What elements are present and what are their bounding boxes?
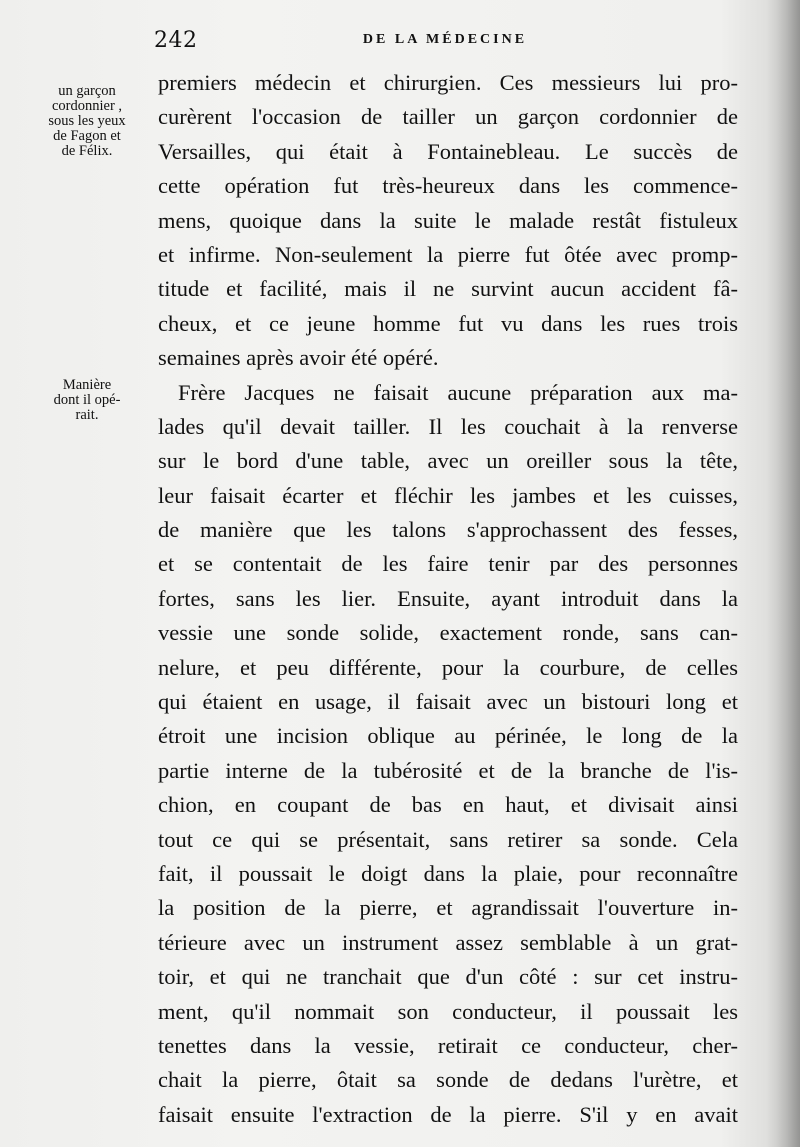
text-line: faisait ensuite l'extraction de la pierre. S'il y en avait [158, 1101, 738, 1127]
text-line: fait, il poussait le doigt dans la plaie, pour reconnaître [158, 860, 738, 886]
text-line: premiers médecin et chirurgien. Ces messieurs lui pro- [158, 70, 738, 95]
text-line: titude et facilité, mais il ne survint aucun accident fâ- [158, 276, 738, 302]
text-line: de manière que les talons s'approchassent des fesses, [158, 517, 738, 543]
text-line: lades qu'il devait tailler. Il les couchait à la renverse [158, 413, 738, 439]
text-line: et infirme. Non-seulement la pierre fut ôtée avec promp- [158, 241, 738, 267]
margin-note-garcon-cordonnier [28, 84, 146, 159]
margin-note-line: un garçon [58, 83, 116, 99]
running-head: DE LA MÉDECINE [362, 32, 528, 47]
text-line: térieure avec un instrument assez semblable à un grat- [158, 929, 738, 955]
text-line: semaines après avoir été opéré. [158, 345, 439, 371]
text-line: fortes, sans les lier. Ensuite, ayant introduit dans la [158, 585, 738, 611]
body-text [158, 66, 738, 1132]
text-line: et se contentait de les faire tenir par des personnes [158, 551, 738, 577]
page-number: 242 [154, 28, 198, 53]
text-line: Versailles, qui était à Fontainebleau. Le succès de [158, 138, 738, 164]
page-header [150, 26, 740, 56]
margin-note-line: de Félix. [61, 143, 113, 159]
margin-note-line: rait. [75, 407, 99, 423]
text-line: cheux, et ce jeune homme fut vu dans les rues trois [158, 310, 738, 336]
text-line: tout ce qui se présentait, sans retirer sa sonde. Cela [158, 826, 738, 852]
text-line: curèrent l'occasion de tailler un garçon cordonnier de [158, 104, 738, 130]
text-line: Frère Jacques ne faisait aucune préparation aux ma- [178, 379, 738, 405]
text-line: étroit une incision oblique au périnée, le long de la [158, 723, 738, 749]
text-line: chait la pierre, ôtait sa sonde de dedans l'urètre, et [158, 1067, 738, 1093]
text-line: vessie une sonde solide, exactement ronde, sans can- [158, 620, 738, 646]
text-line: ment, qu'il nommait son conducteur, il poussait les [158, 998, 738, 1024]
text-line: chion, en coupant de bas en haut, et divisait ainsi [158, 792, 738, 818]
text-line: la position de la pierre, et agrandissait l'ouverture in- [158, 895, 738, 921]
page-gutter-shadow [766, 0, 800, 1147]
text-line: cette opération fut très-heureux dans les commence- [158, 173, 738, 199]
text-line: mens, quoique dans la suite le malade restât fistuleux [158, 207, 738, 233]
margin-note-line: de Fagon et [53, 128, 121, 144]
margin-note-maniere [28, 378, 146, 423]
margin-note-line: Manière [62, 377, 112, 393]
text-line: tenettes dans la vessie, retirait ce conducteur, cher- [158, 1032, 738, 1058]
text-line: nelure, et peu différente, pour la courbure, de celles [158, 654, 738, 680]
margin-note-line: dont il opé- [53, 392, 121, 408]
margin-note-line: sous les yeux [48, 113, 126, 129]
text-line: toir, et qui ne tranchait que d'un côté : sur cet instru- [158, 964, 738, 990]
margin-note-line: cordonnier , [51, 98, 123, 114]
text-line: leur faisait écarter et fléchir les jambes et les cuisses, [158, 482, 738, 508]
text-line: partie interne de la tubérosité et de la branche de l'is- [158, 757, 738, 783]
text-line: sur le bord d'une table, avec un oreiller sous la tête, [158, 448, 738, 474]
text-line: qui étaient en usage, il faisait avec un bistouri long et [158, 689, 738, 715]
